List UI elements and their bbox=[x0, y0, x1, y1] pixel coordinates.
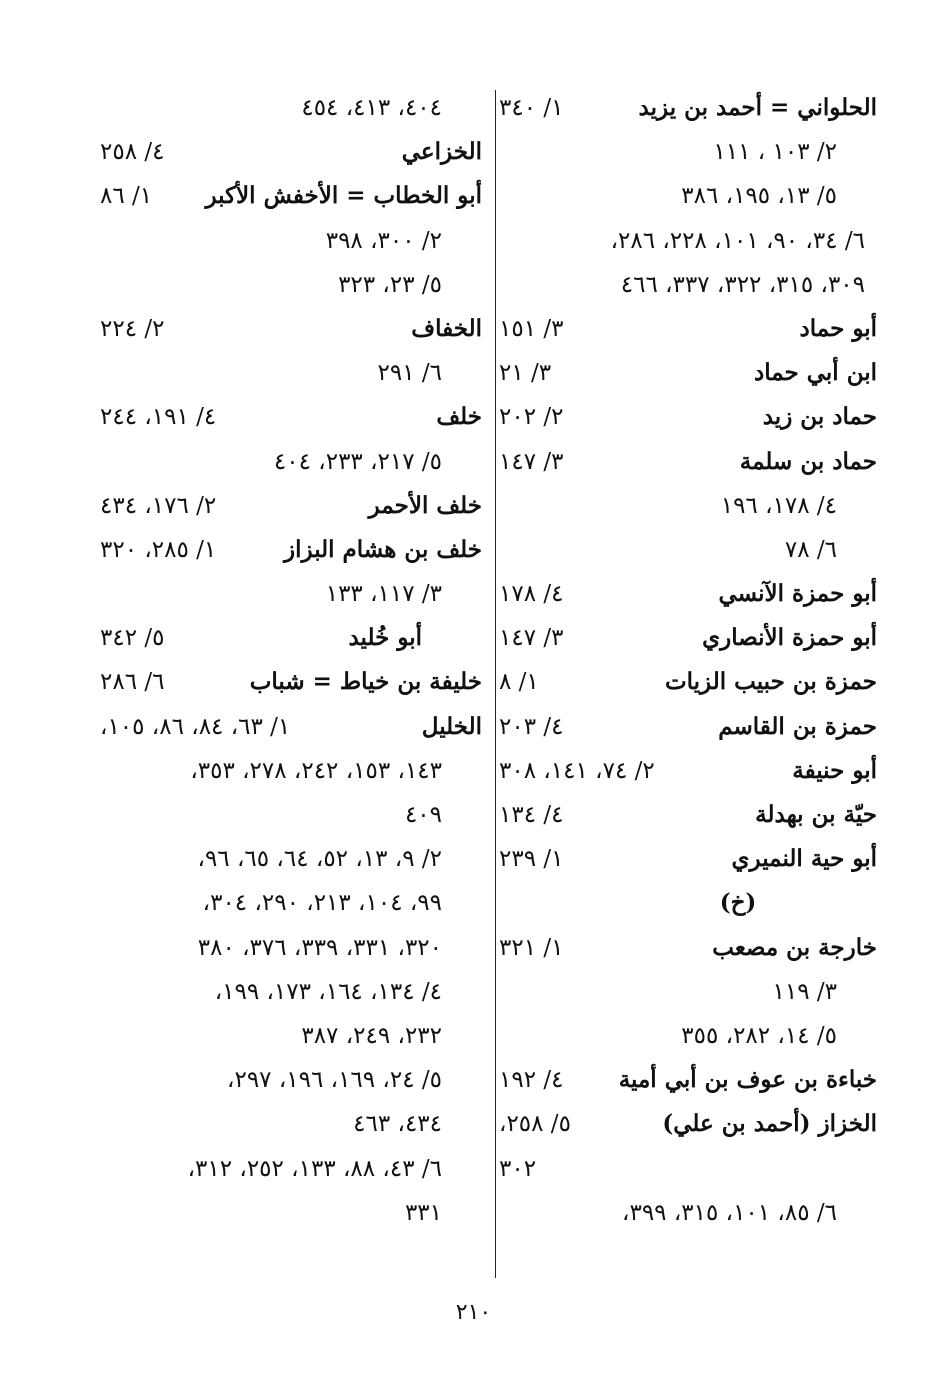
index-entry bbox=[499, 793, 877, 837]
entry-name: حيّة بن بهدلة bbox=[755, 801, 877, 828]
entry-continuation bbox=[100, 86, 482, 130]
entry-name: أبو حية النميري bbox=[731, 845, 877, 873]
entry-refs: ٣/ ١٥١ bbox=[499, 315, 564, 342]
index-entry bbox=[499, 86, 877, 130]
index-entry bbox=[499, 660, 877, 704]
entry-refs: ٥/ ٢١٧، ٢٣٣، ٤٠٤ bbox=[273, 448, 442, 475]
entry-continuation bbox=[100, 749, 482, 793]
entry-refs: ٢/ ١٧٦، ٤٣٤ bbox=[100, 492, 217, 519]
entry-continuation bbox=[100, 1191, 482, 1235]
entry-refs: ٣٠٢ bbox=[499, 1155, 537, 1182]
entry-name: الخزاعي bbox=[401, 138, 482, 166]
entry-continuation bbox=[100, 351, 482, 395]
entry-name: خليفة بن خياط = شباب bbox=[249, 668, 482, 696]
entry-name: حمزة بن القاسم bbox=[718, 712, 877, 740]
entry-refs: ٦/ ٢٨٦ bbox=[100, 669, 165, 696]
entry-refs: ٢/ ٩، ١٣، ٥٢، ٦٤، ٦٥، ٩٦، bbox=[197, 846, 442, 873]
entry-refs: ٦/ ٨٥، ١٠١، ٣١٥، ٣٩٩، bbox=[622, 1199, 837, 1226]
entry-name: أبو حنيفة bbox=[792, 756, 877, 784]
entry-refs: ١/ ٨٦ bbox=[100, 183, 153, 210]
entry-refs: ٣٢٠، ٣٣١، ٣٣٩، ٣٧٦، ٣٨٠ bbox=[197, 934, 442, 961]
entry-refs: ٤٣٤، ٤٦٣ bbox=[353, 1111, 442, 1138]
entry-name: خلف بن هشام البزاز bbox=[284, 535, 482, 563]
index-entry bbox=[499, 1102, 877, 1146]
entry-refs: ٣/ ١٤٧ bbox=[499, 448, 564, 475]
entry-name: الخفاف bbox=[411, 314, 482, 342]
entry-name: الحلواني = أحمد بن يزيد bbox=[638, 94, 877, 121]
index-entry bbox=[499, 395, 877, 439]
entry-refs: ٣/ ٢١ bbox=[499, 360, 552, 387]
index-entry bbox=[100, 528, 482, 572]
index-column-left bbox=[100, 86, 482, 1235]
entry-refs: ٣٣١ bbox=[404, 1199, 442, 1226]
entry-continuation bbox=[100, 926, 482, 970]
entry-continuation bbox=[499, 1191, 877, 1235]
entry-name: أبو حماد bbox=[799, 314, 877, 342]
entry-refs: ٢/ ٢٠٢ bbox=[499, 404, 564, 431]
entry-continuation bbox=[499, 528, 877, 572]
entry-continuation bbox=[499, 219, 877, 263]
entry-continuation bbox=[499, 1014, 877, 1058]
entry-refs: ٤/ ١٧٨ bbox=[499, 581, 564, 608]
entry-continuation bbox=[100, 219, 482, 263]
entry-name: الخليل bbox=[421, 712, 482, 740]
entry-name: الخزاز (أحمد بن علي) bbox=[662, 1110, 877, 1138]
index-entry bbox=[499, 749, 877, 793]
entry-continuation bbox=[499, 130, 877, 174]
entry-refs: ٢/ ١٠٣ ، ١١١ bbox=[713, 139, 837, 166]
entry-name: حماد بن زيد bbox=[762, 403, 877, 431]
entry-name: أبو خُليد bbox=[348, 624, 422, 652]
entry-continuation bbox=[100, 572, 482, 616]
page-number: ٢١٠ bbox=[455, 1300, 492, 1325]
entry-continuation bbox=[100, 970, 482, 1014]
entry-refs: ٢/ ٣٠٠، ٣٩٨ bbox=[325, 227, 442, 254]
entry-name: خارجة بن مصعب bbox=[712, 933, 877, 961]
entry-refs: ١/ ٢٨٥، ٣٢٠ bbox=[100, 536, 217, 563]
entry-continuation bbox=[499, 174, 877, 218]
entry-refs: ٦/ ٣٤، ٩٠، ١٠١، ٢٢٨، ٢٨٦، bbox=[610, 227, 865, 254]
index-entry bbox=[100, 660, 482, 704]
entry-refs: ٣/ ١٤٧ bbox=[499, 625, 564, 652]
entry-name: أبو حمزة الأنصاري bbox=[702, 624, 877, 652]
index-entry bbox=[499, 705, 877, 749]
entry-continuation bbox=[100, 1147, 482, 1191]
entry-refs: ٤/ ١٧٨، ١٩٦ bbox=[720, 492, 837, 519]
entry-name: خباءة بن عوف بن أبي أمية bbox=[618, 1066, 877, 1094]
entry-refs: ٣/ ١١٩ bbox=[772, 978, 837, 1005]
section-heading bbox=[499, 881, 877, 925]
entry-continuation bbox=[499, 1147, 877, 1191]
index-column-right bbox=[499, 86, 877, 1235]
entry-name: أبو حمزة الآنسي bbox=[718, 580, 877, 608]
entry-continuation bbox=[499, 484, 877, 528]
entry-continuation bbox=[100, 263, 482, 307]
entry-refs: ٣/ ١١٧، ١٣٣ bbox=[325, 581, 442, 608]
entry-refs: ١٤٣، ١٥٣، ٢٤٢، ٢٧٨، ٣٥٣، bbox=[190, 757, 442, 784]
entry-name: خلف الأحمر bbox=[368, 491, 482, 519]
column-divider bbox=[495, 90, 496, 1278]
entry-continuation bbox=[100, 1014, 482, 1058]
index-entry bbox=[499, 1058, 877, 1102]
entry-refs: ٢٣٢، ٢٤٩، ٣٨٧ bbox=[301, 1022, 442, 1049]
entry-continuation bbox=[100, 440, 482, 484]
entry-refs: ٦/ ٢٩١ bbox=[377, 360, 442, 387]
section-letter: (خ) bbox=[719, 889, 757, 917]
entry-refs: ١/ ٣٤٠ bbox=[499, 95, 564, 121]
entry-name: حمزة بن حبيب الزيات bbox=[664, 668, 877, 696]
entry-refs: ٤٠٩ bbox=[404, 802, 442, 828]
entry-name: حماد بن سلمة bbox=[739, 447, 877, 475]
entry-refs: ٥/ ٢٣، ٣٢٣ bbox=[338, 271, 442, 298]
entry-name: ابن أبي حماد bbox=[753, 359, 877, 387]
entry-refs: ١/ ٣٢١ bbox=[499, 934, 564, 961]
index-entry bbox=[499, 572, 877, 616]
index-entry bbox=[100, 616, 482, 660]
entry-refs: ٦/ ٧٨ bbox=[784, 536, 837, 563]
entry-continuation bbox=[100, 837, 482, 881]
entry-refs: ٤/ ١٩١، ٢٤٤ bbox=[100, 404, 217, 431]
entry-name: خلف bbox=[436, 403, 482, 431]
entry-refs: ١/ ٨ bbox=[499, 669, 539, 696]
entry-continuation bbox=[499, 970, 877, 1014]
entry-name: أبو الخطاب = الأخفش الأكبر bbox=[205, 182, 482, 210]
index-entry bbox=[100, 130, 482, 174]
entry-continuation bbox=[100, 1102, 482, 1146]
entry-refs: ١/ ٦٣، ٨٤، ٨٦، ١٠٥، bbox=[100, 713, 291, 740]
entry-continuation bbox=[499, 263, 877, 307]
entry-continuation bbox=[100, 1058, 482, 1102]
entry-refs: ٥/ ٢٥٨، bbox=[499, 1111, 571, 1138]
entry-refs: ٥/ ١٤، ٢٨٢، ٣٥٥ bbox=[681, 1022, 837, 1049]
index-entry bbox=[499, 926, 877, 970]
entry-refs: ٥/ ٢٤، ١٦٩، ١٩٦، ٢٩٧، bbox=[227, 1067, 442, 1094]
entry-refs: ٤/ ١٩٢ bbox=[499, 1067, 564, 1094]
index-entry bbox=[499, 440, 877, 484]
entry-refs: ١/ ٢٣٩ bbox=[499, 846, 564, 873]
entry-refs: ٥/ ٣٤٢ bbox=[100, 625, 165, 652]
entry-refs: ٤٠٤، ٤١٣، ٤٥٤ bbox=[301, 95, 442, 121]
index-entry bbox=[100, 174, 482, 218]
entry-refs: ٤/ ٢٠٣ bbox=[499, 713, 564, 740]
entry-refs: ٤/ ١٣٤ bbox=[499, 802, 564, 828]
entry-continuation bbox=[100, 881, 482, 925]
entry-refs: ٦/ ٤٣، ٨٨، ١٣٣، ٢٥٢، ٣١٢، bbox=[187, 1155, 442, 1182]
index-entry bbox=[100, 307, 482, 351]
index-entry bbox=[499, 616, 877, 660]
index-entry bbox=[499, 837, 877, 881]
entry-refs: ٤/ ١٣٤، ١٦٤، ١٧٣، ١٩٩، bbox=[214, 978, 442, 1005]
entry-refs: ٢/ ٢٢٤ bbox=[100, 315, 165, 342]
entry-continuation bbox=[100, 793, 482, 837]
entry-refs: ٩٩، ١٠٤، ٢١٣، ٢٩٠، ٣٠٤، bbox=[202, 890, 442, 917]
index-entry bbox=[499, 307, 877, 351]
index-entry bbox=[100, 484, 482, 528]
entry-refs: ٤/ ٢٥٨ bbox=[100, 139, 165, 166]
entry-refs: ٣٠٩، ٣١٥، ٣٢٢، ٣٣٧، ٤٦٦ bbox=[620, 271, 865, 298]
entry-refs: ٢/ ٧٤، ١٤١، ٣٠٨ bbox=[499, 757, 655, 784]
index-entry bbox=[100, 395, 482, 439]
index-entry bbox=[499, 351, 877, 395]
index-entry bbox=[100, 705, 482, 749]
entry-refs: ٥/ ١٣، ١٩٥، ٣٨٦ bbox=[681, 183, 837, 210]
